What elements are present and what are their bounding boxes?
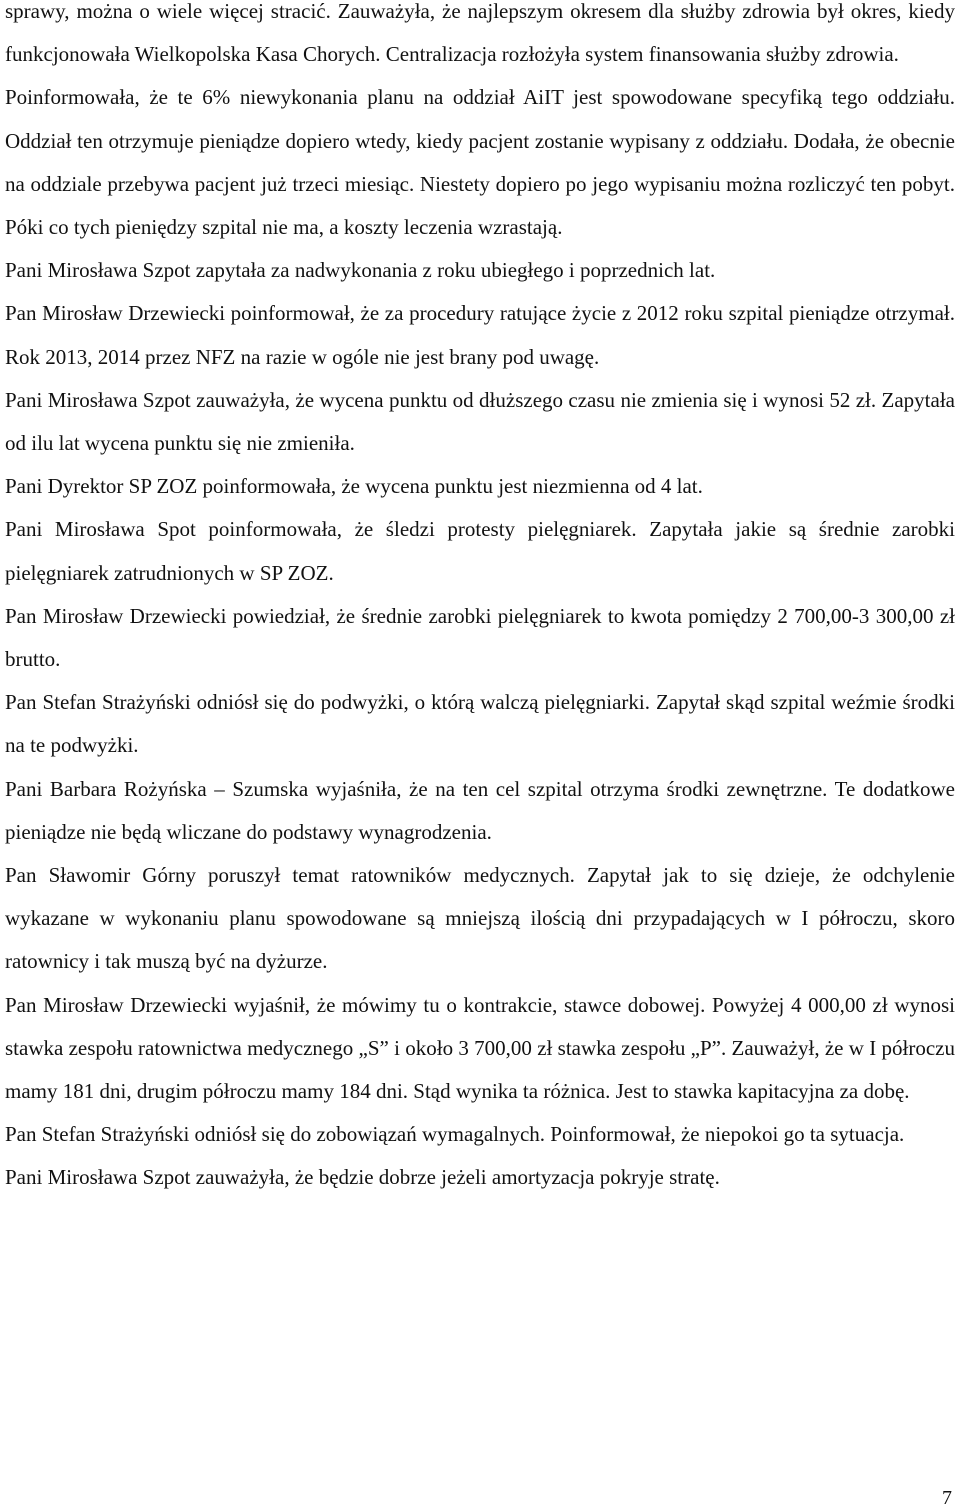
paragraph-12: Pan Mirosław Drzewiecki wyjaśnił, że mówimy tu o kontrakcie, stawce dobowej. Powyżej 4 000,00 zł wynosi stawka zespołu ratownictwa medycznego „S” i około 3 700,00 zł stawka zespołu „P”. Zauważył, że w I półroczu mamy 181 dni, drugim półroczu mamy 184 dni. Stąd wynika ta różnica. Jest to stawka kapitacyjna za dobę.: [5, 992, 955, 1104]
paragraph-9: Pan Stefan Strażyński odniósł się do podwyżki, o którą walczą pielęgniarki. Zapytał skąd szpital weźmie środki na te podwyżki.: [5, 690, 955, 758]
paragraph-7: Pani Mirosława Spot poinformowała, że śledzi protesty pielęgniarek. Zapytała jakie są średnie zarobki pielęgniarek zatrudnionych w SP ZOZ.: [5, 517, 955, 585]
paragraph-3: Pani Mirosława Szpot zapytała za nadwykonania z roku ubiegłego i poprzednich lat.: [5, 258, 716, 283]
paragraph-14: Pani Mirosława Szpot zauważyła, że będzie dobrze jeżeli amortyzacja pokryje stratę.: [5, 1165, 720, 1190]
paragraph-4: Pan Mirosław Drzewiecki poinformował, że za procedury ratujące życie z 2012 roku szpital pieniądze otrzymał. Rok 2013, 2014 przez NFZ na razie w ogóle nie jest brany pod uwagę.: [5, 301, 955, 369]
paragraph-2: Poinformowała, że te 6% niewykonania planu na oddział AiIT jest spowodowane specyfiką tego oddziału. Oddział ten otrzymuje pieniądze dopiero wtedy, kiedy pacjent zostanie wypisany z oddziału. Dodała, że obecnie na oddziale przebywa pacjent już trzeci miesiąc. Niestety dopiero po jego wypisaniu można rozliczyć ten pobyt. Póki co tych pieniędzy szpital nie ma, a koszty leczenia wzrastają.: [5, 85, 955, 240]
paragraph-8: Pan Mirosław Drzewiecki powiedział, że średnie zarobki pielęgniarek to kwota pomiędzy 2 700,00-3 300,00 zł brutto.: [5, 603, 955, 672]
document-body: [5, 0, 955, 1200]
paragraph-5: Pani Mirosława Szpot zauważyła, że wycena punktu od dłuższego czasu nie zmienia się i wynosi 52 zł. Zapytała od ilu lat wycena punktu się nie zmieniła.: [5, 387, 955, 456]
paragraph-10: Pani Barbara Rożyńska – Szumska wyjaśniła, że na ten cel szpital otrzyma środki zewnętrzne. Te dodatkowe pieniądze nie będą wliczane do podstawy wynagrodzenia.: [5, 776, 955, 844]
paragraph-13: Pan Stefan Strażyński odniósł się do zobowiązań wymagalnych. Poinformował, że niepokoi go ta sytuacja.: [5, 1122, 905, 1147]
paragraph-1: sprawy, można o wiele więcej stracić. Zauważyła, że najlepszym okresem dla służby zdrowia był okres, kiedy funkcjonowała Wielkopolska Kasa Chorych. Centralizacja rozłożyła system finansowania służby zdrowia.: [5, 0, 955, 67]
paragraph-6: Pani Dyrektor SP ZOZ poinformowała, że wycena punktu jest niezmienna od 4 lat.: [5, 474, 703, 499]
page-number: 7: [942, 1487, 952, 1509]
paragraph-11: Pan Sławomir Górny poruszył temat ratowników medycznych. Zapytał jak to się dzieje, że odchylenie wykazane w wykonaniu planu spowodowane są mniejszą ilością dni przypadających w I półroczu, skoro ratownicy i tak muszą być na dyżurze.: [5, 863, 955, 974]
